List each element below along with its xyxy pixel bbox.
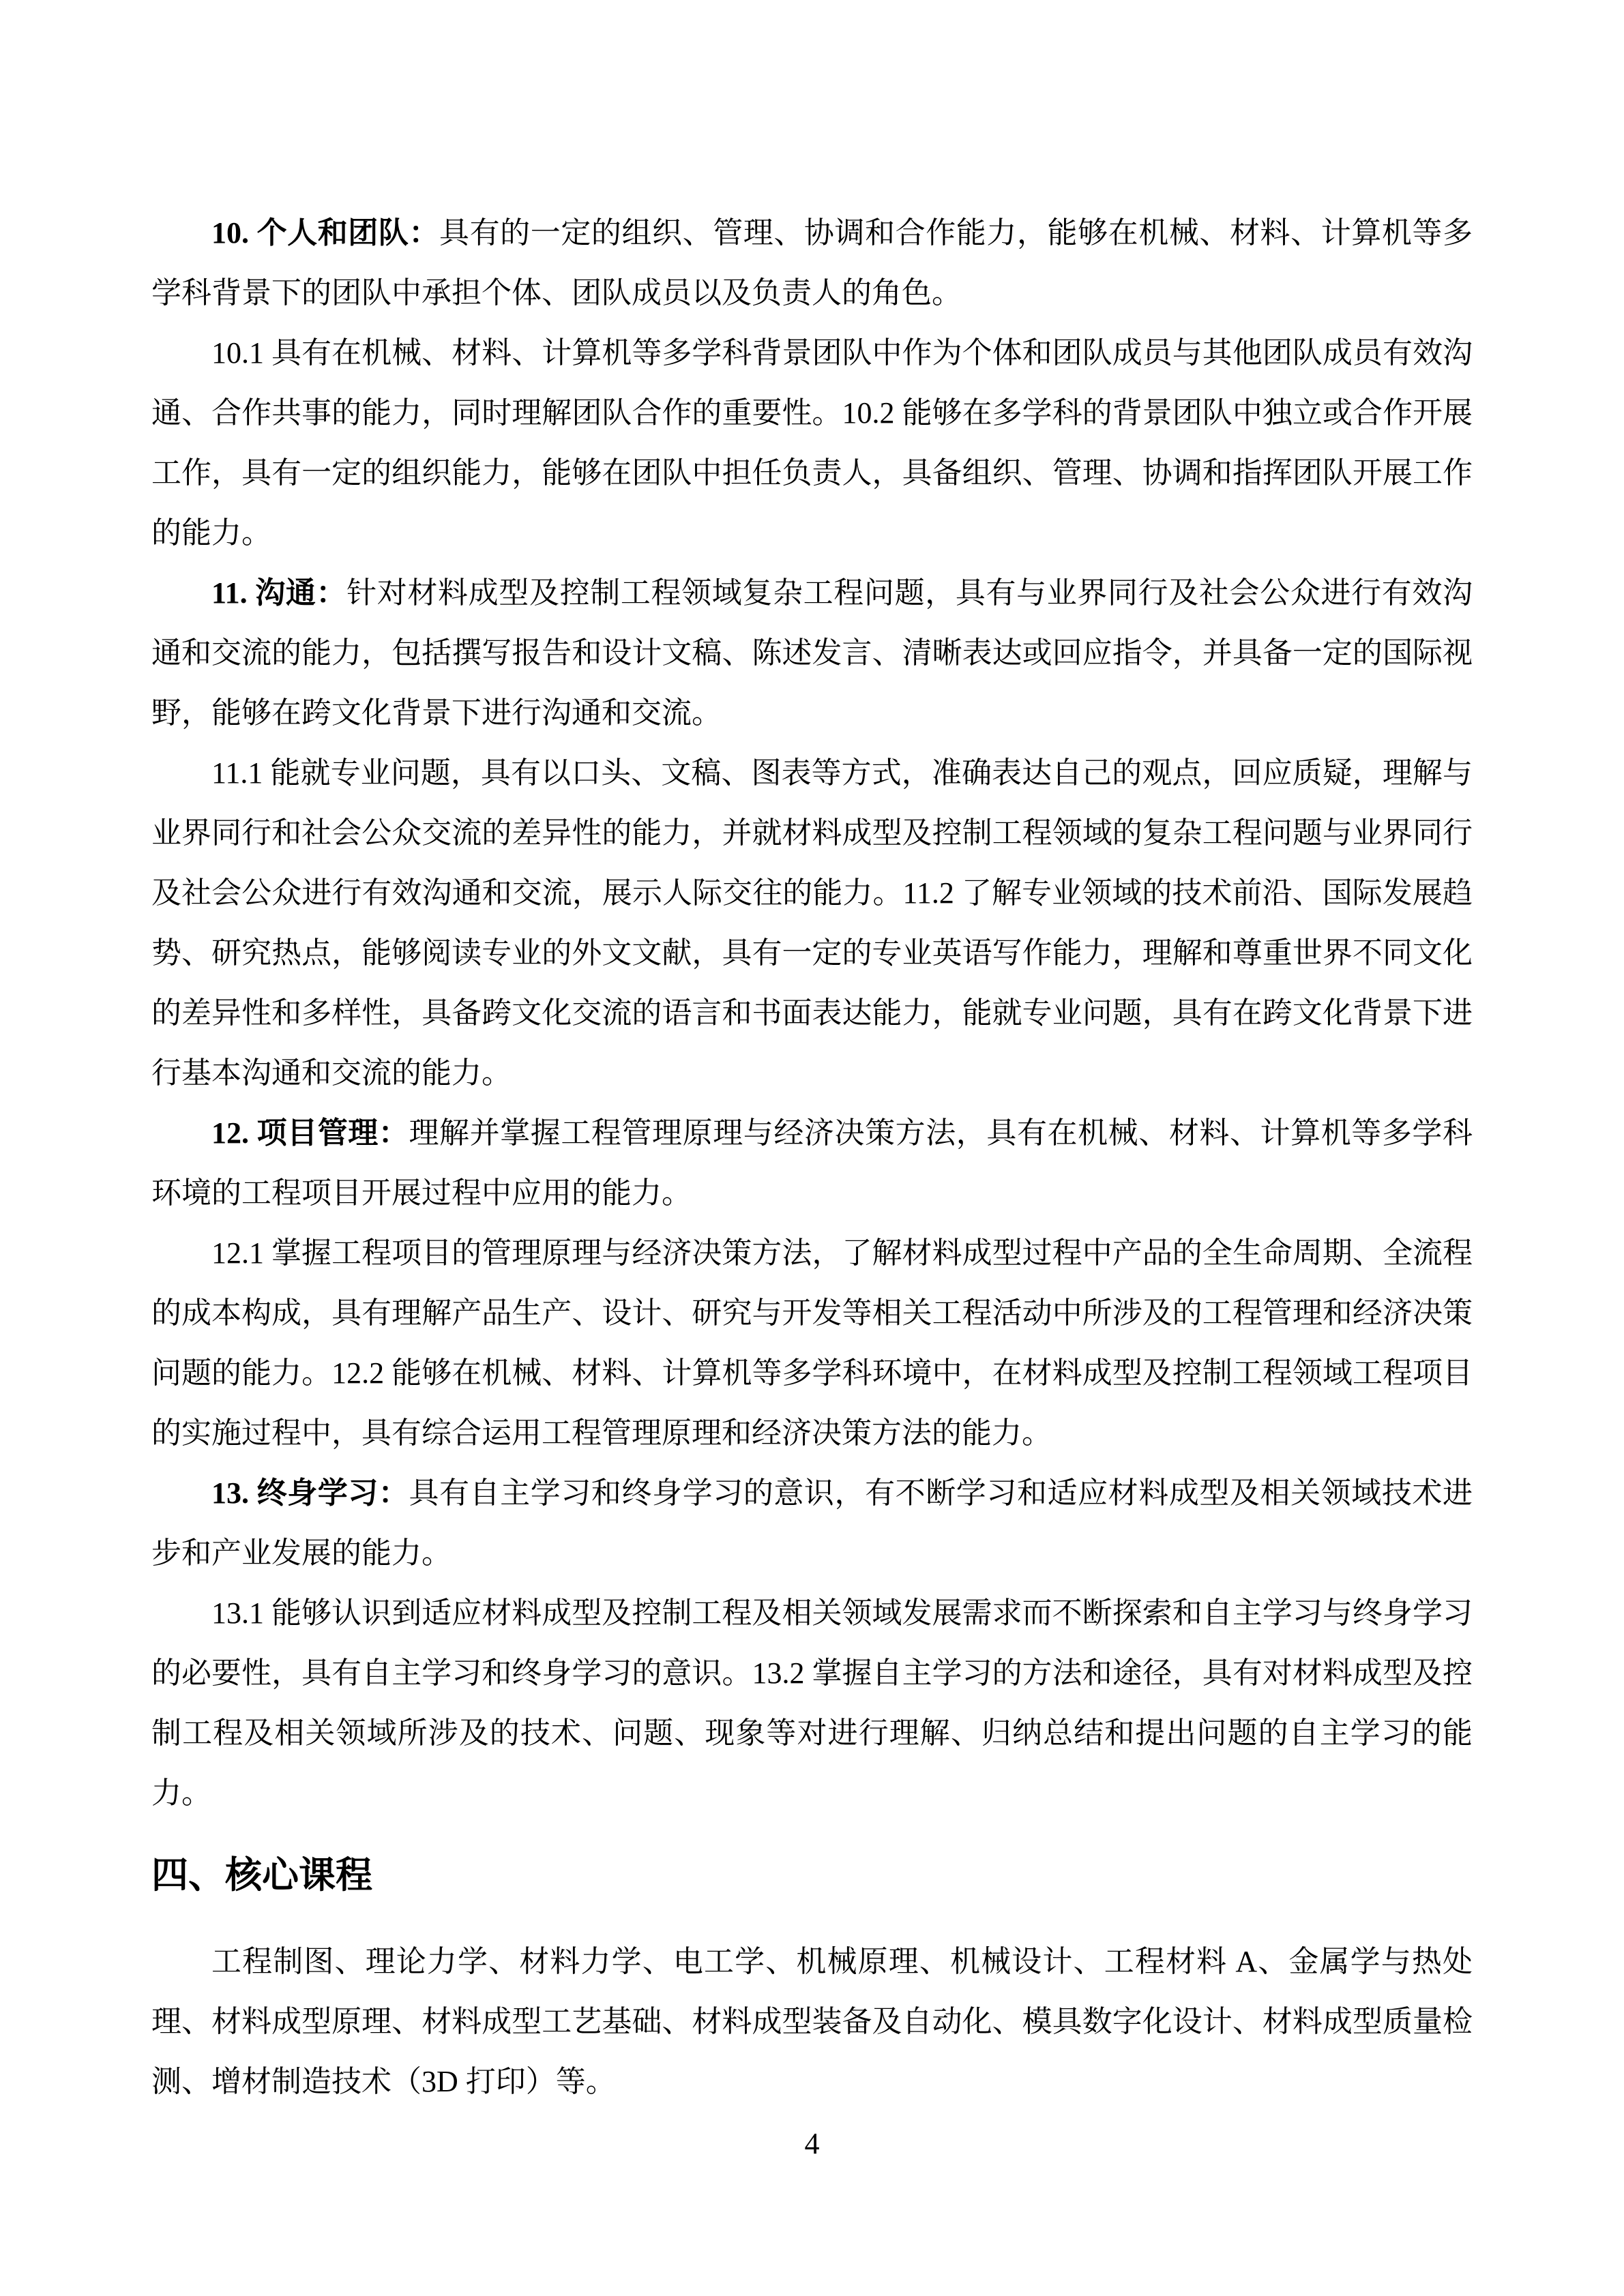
paragraph-11-lead: 11. 沟通： — [211, 576, 347, 610]
paragraph-10-text: 具有的一定的组织、管理、协调和合作能力，能够在机械、材料、计算机等多学科背景下的团队中承担个体、团队成员以及负责人的角色。 — [151, 216, 1473, 310]
paragraph-13-text: 具有自主学习和终身学习的意识，有不断学习和适应材料成型及相关领域技术进步和产业发展的能力。 — [151, 1476, 1473, 1570]
paragraph-12-subitems-text: 12.1 掌握工程项目的管理原理与经济决策方法，了解材料成型过程中产品的全生命周期、全流程的成本构成，具有理解产品生产、设计、研究与开发等相关工程活动中所涉及的工程管理和经济决策问题的能力。12.2 能够在机械、材料、计算机等多学科环境中，在材料成型及控制工程领域工程项目的实施过程中，具有综合运用工程管理原理和经济决策方法的能力。 — [151, 1236, 1473, 1450]
core-courses-text: 工程制图、理论力学、材料力学、电工学、机械原理、机械设计、工程材料 A、金属学与热处理、材料成型原理、材料成型工艺基础、材料成型装备及自动化、模具数字化设计、材料成型质量检测、增材制造技术（3D 打印）等。 — [151, 1945, 1473, 2098]
paragraph-10-subitems-text: 10.1 具有在机械、材料、计算机等多学科背景团队中作为个体和团队成员与其他团队成员有效沟通、合作共事的能力，同时理解团队合作的重要性。10.2 能够在多学科的背景团队中独立或合作开展工作，具有一定的组织能力，能够在团队中担任负责人，具备组织、管理、协调和指挥团队开展工作的能力。 — [151, 336, 1473, 550]
paragraph-10-lead: 10. 个人和团队： — [211, 216, 440, 250]
paragraph-13-subitems — [151, 1583, 1473, 1823]
page-footer — [0, 2129, 1624, 2159]
paragraph-core-courses — [151, 1932, 1473, 2112]
paragraph-13-subitems-text: 13.1 能够认识到适应材料成型及控制工程及相关领域发展需求而不断探索和自主学习与终身学习的必要性，具有自主学习和终身学习的意识。13.2 掌握自主学习的方法和途径，具有对材料成型及控制工程及相关领域所涉及的技术、问题、现象等对进行理解、归纳总结和提出问题的自主学习的能力。 — [151, 1596, 1473, 1810]
paragraph-10-subitems — [151, 323, 1473, 563]
paragraph-13-lead: 13. 终身学习： — [211, 1476, 409, 1510]
page-number: 4 — [804, 2127, 820, 2160]
section-heading-core-courses: 四、核心课程 — [151, 1855, 372, 1896]
paragraph-11-text: 针对材料成型及控制工程领域复杂工程问题，具有与业界同行及社会公众进行有效沟通和交流的能力，包括撰写报告和设计文稿、陈述发言、清晰表达或回应指令，并具备一定的国际视野，能够在跨文化背景下进行沟通和交流。 — [151, 576, 1473, 730]
paragraph-12-subitems — [151, 1223, 1473, 1463]
paragraph-11-subitems — [151, 743, 1473, 1103]
paragraph-12-text: 理解并掌握工程管理原理与经济决策方法，具有在机械、材料、计算机等多学科环境的工程项目开展过程中应用的能力。 — [151, 1116, 1473, 1210]
paragraph-10-personal-and-team — [151, 203, 1473, 323]
paragraph-12-project-management — [151, 1103, 1473, 1223]
paragraph-12-lead: 12. 项目管理： — [211, 1116, 409, 1150]
paragraph-13-lifelong-learning — [151, 1463, 1473, 1583]
paragraph-11-communication — [151, 563, 1473, 743]
paragraph-11-subitems-text: 11.1 能就专业问题，具有以口头、文稿、图表等方式，准确表达自己的观点，回应质疑，理解与业界同行和社会公众交流的差异性的能力，并就材料成型及控制工程领域的复杂工程问题与业界同行及社会公众进行有效沟通和交流，展示人际交往的能力。11.2 了解专业领域的技术前沿、国际发展趋势、研究热点，能够阅读专业的外文文献，具有一定的专业英语写作能力，理解和尊重世界不同文化的差异性和多样性，具备跨文化交流的语言和书面表达能力，能就专业问题，具有在跨文化背景下进行基本沟通和交流的能力。 — [151, 756, 1473, 1090]
